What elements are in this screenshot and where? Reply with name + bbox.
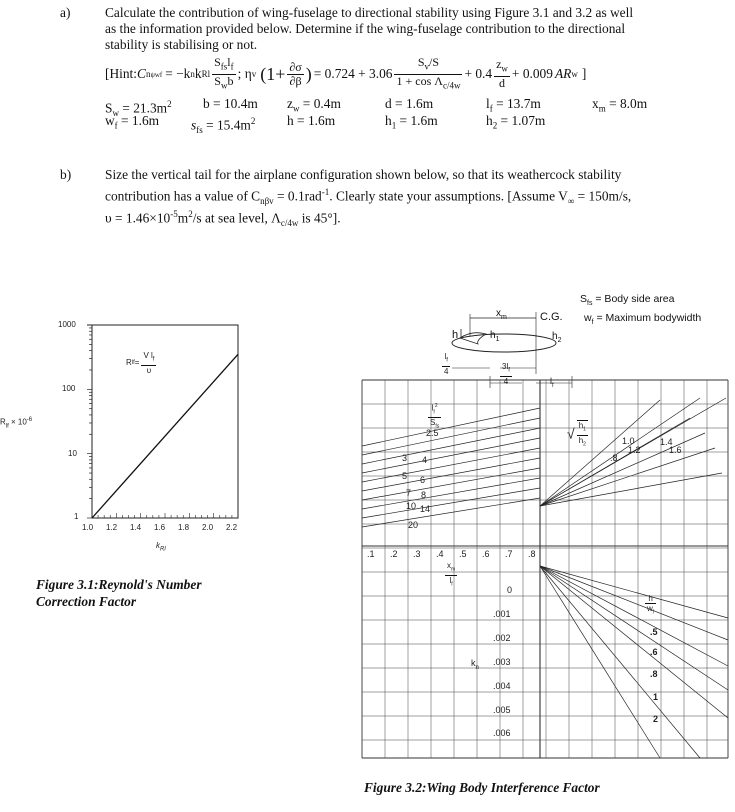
fig32-kn-tick: .005	[493, 705, 511, 715]
fig31-xtick-label: 2.0	[202, 523, 214, 532]
fig32-param-curve	[362, 478, 540, 509]
fig32-param-curve	[362, 448, 540, 482]
fig32-xm-lf-label: $\frac{x_m}{l_f}$	[447, 561, 456, 588]
fig31-formula: R lf = $\frac{V l_f}{\upsilon}$	[126, 351, 155, 375]
fig32-param-value: 7	[406, 488, 412, 498]
fig32-caption: Figure 3.2:Wing Body Interference Factor	[364, 780, 600, 795]
fig32-kn-tick: 0	[507, 585, 513, 595]
fig31-ytick-100: 100	[62, 384, 76, 393]
fig31-caption-line-2: Correction Factor	[36, 594, 137, 609]
fig32-param-value: 4	[422, 455, 428, 465]
fig32-hw-value: .6	[650, 647, 658, 657]
fig31-frame	[92, 325, 238, 518]
fig32-lf-label: $l_f$	[550, 376, 554, 389]
fig32-param-curve	[362, 488, 540, 518]
fig32-param-curve	[362, 468, 540, 500]
fig32-hw-curve	[540, 566, 660, 758]
part-a-label: a)	[60, 5, 71, 20]
fig32-hw-curve	[540, 566, 728, 690]
figure-3-2	[360, 288, 735, 778]
fig32-legend-wf: $w_f$ = Maximum bodywidth	[584, 312, 702, 327]
fig32-sqrt-curve	[540, 400, 660, 506]
fig31-ylabel: $R_{lf} \times 10^{-6}$	[0, 417, 33, 430]
fig32-lf4-label: $\frac{l_f}{4}$	[444, 352, 449, 376]
hint-fraction-4: $\frac{z_w}{d}$	[496, 57, 508, 90]
fig32-xtick: .3	[413, 549, 421, 559]
part-b-line-2: contribution has a value of $C_{n\beta v} = 0.1rad^{-1}$. Clearly state your assumptions. [Assume $V_\infty = 150m/s$,	[105, 187, 632, 207]
hint-formula: [Hint: C nψwf = −k n k Rl $\frac{S_{fs}l_f}{S_wb}$ ; η v (1+ $\frac{\partial\sigma}{\partial\beta}$ ) = 0.724 + 3.06 $\frac{S_v/S}{1 + \cos \Lambda_{c/4w}}$ + 0.4 $\frac{z_w}{d}$ + 0.009 AR w ]	[105, 55, 587, 90]
fig32-legend-sfs: $S_{fs}$ = Body side area	[580, 293, 675, 308]
fig32-xtick: .5	[459, 549, 467, 559]
fig32-hw-curve	[540, 566, 728, 718]
fig32-hw-value: 2	[653, 714, 659, 724]
fig32-param-value: 3	[402, 453, 408, 463]
fig32-sqrt-curve	[540, 473, 722, 506]
fig32-kn-label: $k_n$	[471, 658, 479, 671]
fig31-xtick-label: 1.0	[82, 523, 94, 532]
fig32-xm-label: $x_m$	[496, 308, 507, 321]
fig32-sqrt-curve	[540, 448, 715, 506]
fig31-xtick-label: 2.2	[226, 523, 238, 532]
fig32-param-value: 14	[420, 504, 431, 514]
fig31-ytick-1: 1	[74, 512, 79, 521]
fig32-hw-label: $\frac{h}{w_f}$	[647, 594, 655, 616]
fig32-hw-curve	[540, 566, 728, 618]
fig32-kn-tick: .002	[493, 633, 511, 643]
part-a-line-2: as the information provided below. Determine if the wing-fuselage contribution to the directional	[105, 21, 626, 36]
part-a-line-1: Calculate the contribution of wing-fuselage to directional stability using Figure 3.1 and 3.2 as well	[105, 5, 634, 20]
fig32-hw-value: .5	[650, 627, 658, 637]
fig32-param-curve	[362, 498, 540, 527]
fig31-xtick-label: 1.2	[106, 523, 118, 532]
fig31-xtick-label: 1.8	[178, 523, 190, 532]
fig32-param-value: 5	[402, 471, 408, 481]
fig32-sqrt-value: 1.0	[622, 436, 635, 446]
hint-fraction-3: $\frac{S_v/S}{1 + \cos \Lambda_{c/4w}}$	[396, 55, 461, 90]
fig32-diagram	[360, 288, 735, 778]
fig32-hw-curve	[540, 566, 700, 758]
fig32-param-value: 2.5	[426, 428, 439, 438]
fig32-hw-curve	[540, 566, 728, 640]
fig31-xtick-label: 1.4	[130, 523, 142, 532]
part-b-line-1: Size the vertical tail for the airplane configuration shown below, so that its weathercock stability	[105, 167, 622, 182]
fig32-kn-tick: .006	[493, 728, 511, 738]
fig32-param-value: 6	[420, 475, 426, 485]
fig32-sqrt-value: 1.4	[660, 437, 673, 447]
fig32-kn-tick: .004	[493, 681, 511, 691]
fig32-xtick: .6	[482, 549, 490, 559]
fig32-xtick: .1	[367, 549, 375, 559]
fig32-xtick: .2	[390, 549, 398, 559]
hint-fraction-1: $\frac{S_{fs}l_f}{S_wb}$	[214, 55, 234, 90]
hint-fraction-2: $\frac{\partial\sigma}{\partial\beta}$	[289, 59, 302, 88]
fig32-kn-tick: .003	[493, 657, 511, 667]
fig32-hw-curve	[540, 566, 728, 666]
fig32-cg-label: C.G.	[540, 311, 563, 323]
fig32-param-value: 8	[421, 490, 427, 500]
fig32-sqrt-value: 1.6	[669, 445, 682, 455]
fig32-param-curve	[362, 458, 540, 491]
fig32-lf34-label: $\frac{3l_f}{4}$	[502, 362, 510, 386]
part-a-line-3: stability is stabilising or not.	[105, 37, 258, 52]
fig32-sqrt-value: 1.2	[628, 445, 641, 455]
fig32-param-curve	[362, 408, 540, 446]
fig32-xtick: .4	[436, 549, 444, 559]
fig32-sqrt-label: √ $\frac{h_1}{h_2}$	[567, 421, 586, 448]
fig31-xlabel: $k_{Rl}$	[156, 541, 166, 553]
fig32-param-label: $\frac{l_f^2}{S_{fs}}$	[430, 403, 440, 430]
fig32-sqrt-value: .8	[610, 453, 618, 463]
fig32-h-label: h	[452, 329, 459, 341]
fig31-ytick-1000: 1000	[58, 320, 76, 329]
fig32-xtick: .7	[505, 549, 513, 559]
fig32-kn-tick: .001	[493, 609, 511, 619]
fig31-ytick-10: 10	[68, 449, 77, 458]
fig32-h2-label: $h_2$	[552, 331, 562, 344]
fig31-caption-line-1: Figure 3.1:Reynold's Number	[36, 577, 202, 592]
fig32-param-curve	[362, 418, 540, 455]
fig32-param-curve	[362, 428, 540, 464]
fig31-series-line	[92, 354, 238, 518]
figure-3-1	[0, 315, 250, 565]
fig32-hw-value: 1	[653, 692, 659, 702]
fig32-hw-value: .8	[650, 669, 658, 679]
fig32-param-value: 10	[406, 501, 417, 511]
part-b-label: b)	[60, 167, 72, 182]
part-b-line-3: $\upsilon = 1.46\times 10^{-5}m^2/s$ at sea level, $\Lambda_{c/4w}$ is 45°].	[105, 209, 341, 229]
fig32-body-outline	[452, 334, 556, 352]
fig32-xtick: .8	[528, 549, 536, 559]
fig32-param-curve	[362, 438, 540, 473]
fig32-param-value: 20	[408, 520, 419, 530]
fig32-h1-label: $h_1$	[490, 330, 500, 343]
fig31-xtick-label: 1.6	[154, 523, 166, 532]
